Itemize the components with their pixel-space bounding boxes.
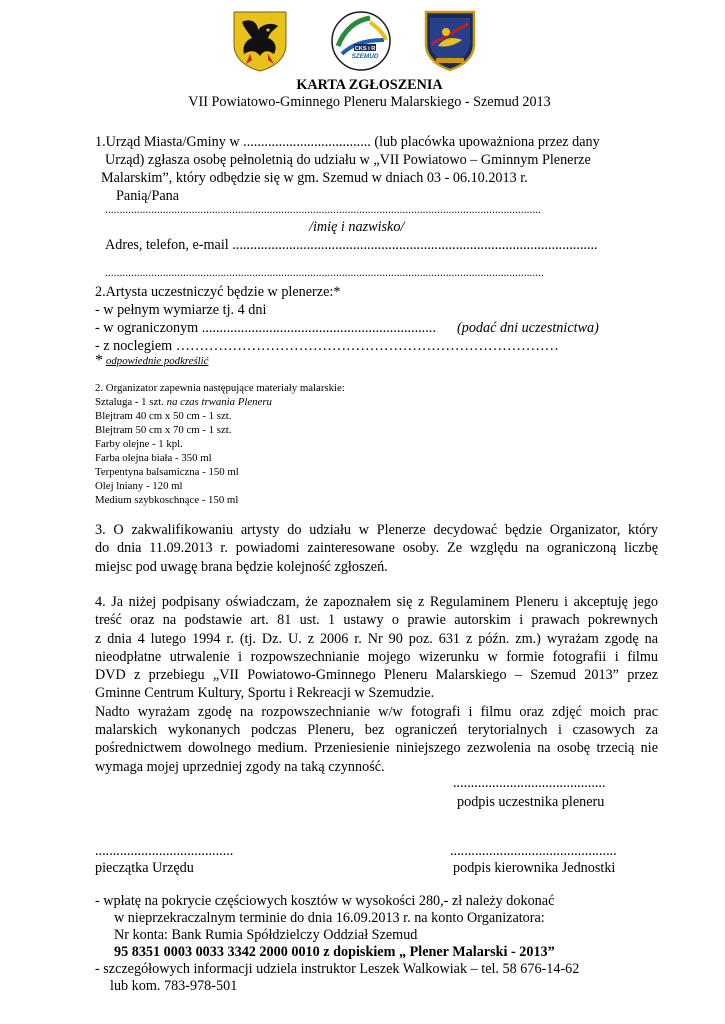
- logo-text-cksir: CKS i R: [354, 45, 376, 52]
- section3-line: do dnia 11.09.2013 r. powiadomi zainteresowane osoby. Ze względu na ograniczoną liczbę: [95, 540, 658, 557]
- section3-line: 3. O zakwalifikowaniu artysty do udziału w Plenerze decydować będzie Organizator, który: [95, 522, 658, 538]
- section4-line: DVD z przebiegu „VII Powiatowo-Gminnego Pleneru Malarskiego – Szemud 2013” przez: [95, 667, 658, 684]
- bank-account-number: 95 8351 0003 0033 3342 2000 0010 z dopiskiem „ Plener Malarski - 2013”: [114, 944, 555, 960]
- material-item: Blejtram 50 cm x 70 cm - 1 szt.: [95, 424, 232, 436]
- section4-line: 4. Ja niżej podpisany oświadczam, że zapoznałem się z Regulaminem Pleneru i akceptuję jego: [95, 594, 658, 610]
- form-title: KARTA ZGŁOSZENIA: [296, 77, 443, 93]
- material-item-text: Sztaluga - 1 szt.: [95, 396, 167, 408]
- regional-shield-logo: [422, 10, 478, 72]
- footnote-star: *: [95, 352, 103, 369]
- name-field-label: /imię i nazwisko/: [309, 219, 405, 235]
- contact-info-line1: - szczegółowych informacji udziela instruktor Leszek Walkowiak – tel. 58 676-14-62: [95, 961, 580, 977]
- material-item: Farba olejna biała - 350 ml: [95, 452, 212, 464]
- section1-line4: Panią/Pana: [116, 188, 180, 204]
- participant-signature-line: ...........................................: [453, 775, 606, 791]
- section4-line: Nadto wyrażam zgodę na rozpowszechnianie w/w fotografi i filmu oraz zdjęć moich prac: [95, 703, 658, 720]
- section3-paragraph: [95, 521, 658, 576]
- participation-option-limited-note: (podać dni uczestnictwa): [457, 320, 599, 336]
- form-subtitle: VII Powiatowo-Gminnego Pleneru Malarskiego - Szemud 2013: [188, 94, 551, 110]
- section4-line: malarskich wykonanych podczas Pleneru, bez ograniczeń terytorialnych i czasowych za: [95, 722, 658, 739]
- section4-line: Gminne Centrum Kultury, Sportu i Rekreacji w Szemudzie.: [95, 685, 435, 702]
- address-field: Adres, telefon, e-mail .......................................................................................................: [105, 237, 598, 253]
- logos-row: [228, 10, 488, 72]
- participation-option-lodging: - z noclegiem ………………………………………………………………………: [95, 338, 559, 354]
- ckssir-szemud-logo: [330, 10, 392, 72]
- logo-text-szemud: SZEMUD: [351, 53, 379, 60]
- head-signature-line: ...............................................: [450, 843, 617, 859]
- payment-info-line2: w nieprzekraczalnym terminie do dnia 16.09.2013 r. na konto Organizatora:: [114, 910, 545, 926]
- material-item: Medium szybkoschnące - 150 ml: [95, 494, 239, 506]
- name-field-dots: .......................................................................................................................................................: [105, 204, 542, 216]
- participation-heading: 2.Artysta uczestniczyć będzie w plenerze:*: [95, 284, 341, 300]
- section4-line: nieodpłatne utrwalenie i rozpowszechnianie mojego wizerunku w formie fotografii i filmu: [95, 648, 658, 665]
- section1-line2: Urząd) zgłasza osobę pełnoletnią do udziału w „VII Powiatowo – Gminnym Plenerze: [105, 152, 591, 168]
- payment-info-line1: - wpłatę na pokrycie częściowych kosztów w wysokości 280,- zł należy dokonać: [95, 893, 555, 909]
- contact-info-line2: lub kom. 783-978-501: [110, 978, 238, 994]
- footnote-underline-note: odpowiednie podkreślić: [106, 355, 209, 367]
- section4-line: treść oraz na podstawie art. 81 ust. 1 ustawy o prawie autorskim i prawach pokrewnych: [95, 612, 658, 629]
- section1-line3: Malarskim”, który odbędzie się w gm. Szemud w dniach 03 - 06.10.2013 r.: [101, 170, 528, 186]
- material-item: Blejtram 40 cm x 50 cm - 1 szt.: [95, 410, 232, 422]
- participation-option-limited: - w ograniczonym ..................................................................: [95, 320, 436, 336]
- section4-line: z dnia 4 lutego 1994 r. (tj. Dz. U. z 2006 r. Nr 90 poz. 631 z późn. zm.) wyrażam zgodę na: [95, 630, 658, 647]
- material-item: [95, 396, 272, 409]
- participation-option-full: - w pełnym wymiarze tj. 4 dni: [95, 302, 267, 318]
- office-stamp-label: pieczątka Urzędu: [95, 860, 194, 876]
- section4-paragraph: [95, 593, 658, 776]
- bank-name: Nr konta: Bank Rumia Spółdzielczy Oddział Szemud: [114, 927, 418, 943]
- section4-line: wymaga mojej uprzedniej zgody na taką czynność.: [95, 758, 385, 775]
- material-item: Terpentyna balsamiczna - 150 ml: [95, 466, 239, 478]
- material-item: Farby olejne - 1 kpl.: [95, 438, 183, 450]
- participant-signature-label: podpis uczestnika pleneru: [457, 794, 605, 810]
- materials-heading: 2. Organizator zapewnia następujące materiały malarskie:: [95, 382, 345, 394]
- material-item: Olej lniany - 120 ml: [95, 480, 183, 492]
- coat-of-arms-griffin-logo: [228, 10, 292, 72]
- material-item-note: na czas trwania Pleneru: [166, 396, 272, 408]
- section4-line: pośrednictwem dowolnego medium. Przeniesienie niniejszego zezwolenia na osobę trzecią nie: [95, 740, 658, 757]
- section3-line: miejsc pod uwagę brana będzie kolejność zgłoszeń.: [95, 558, 388, 575]
- head-signature-label: podpis kierownika Jednostki: [453, 860, 616, 876]
- section1-line1: 1.Urząd Miasta/Gminy w .................................... (lub placówka upoważniona przez dany: [95, 134, 600, 150]
- office-stamp-line: .......................................: [95, 843, 234, 859]
- address-field-dots: ........................................................................................................................................................: [105, 267, 544, 279]
